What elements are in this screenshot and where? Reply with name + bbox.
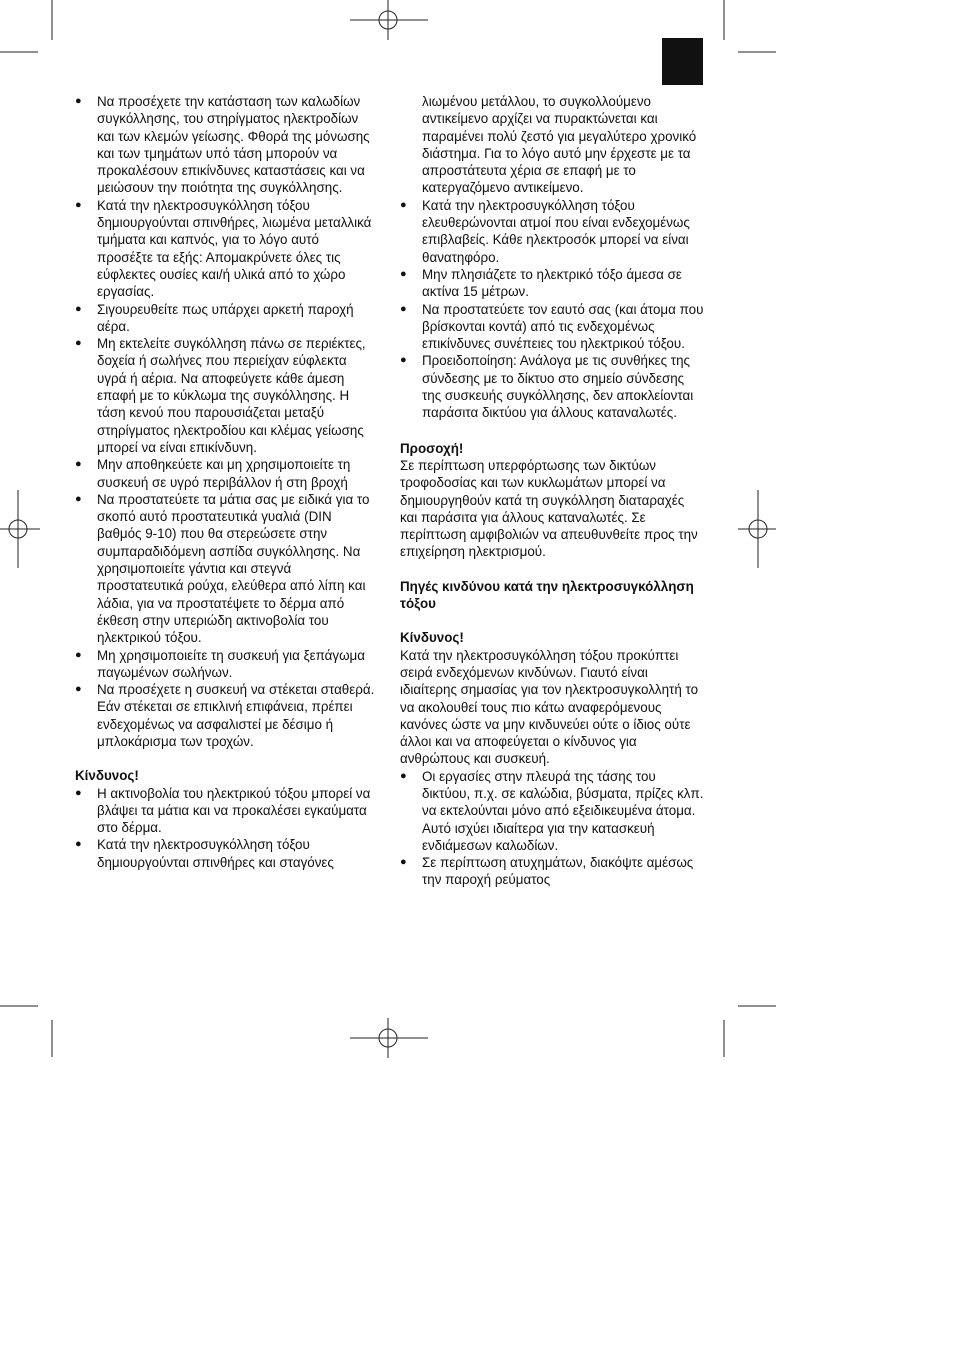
list-item [75,647,375,682]
bullet-icon: ● [400,302,407,315]
list-item [75,93,375,197]
list-item-text: Κατά την ηλεκτροσυγκόλληση τόξου ελευθερώνονται ατμοί που είναι ενδεχομένως επιβλαβείς. Κάθε ηλεκτροσόκ μπορεί να είναι θανατηφόρο. [422,197,690,265]
bullet-icon: ● [400,769,407,782]
list-item-text: Να προσέχετε την κατάσταση των καλωδίων συγκόλλησης, του στηρίγματος ηλεκτροδίων και των κλεμών γείωσης. Φθορά της μόνωσης και των τμημάτων υπό τάση μπορούν να προκαλέσουν επικίνδυνες καταστάσεις και να μειώσουν την ποιότητα της συγκόλλησης. [97,94,370,196]
list-item [400,197,704,266]
danger-text: Κατά την ηλεκτροσυγκόλληση τόξου προκύπτει σειρά ενδεχόμενων κινδύνων. Γιαυτό είναι ιδιαίτερης σημασίας για τον ηλεκτροσυγκολλητή το να ακολουθεί τους πιο κάτω αναφερόμενους κανόνες ώστε να μην κινδυνεύει ούτε ο ίδιος ούτε άλλοι και να αποφεύγεται ο κίνδυνος για ανθρώπους και συσκευή. [400,647,699,767]
list-item [75,836,375,871]
right-column [400,93,704,889]
bullet-icon: ● [75,95,82,107]
bullet-icon: ● [75,492,82,505]
caution-heading: Προσοχή! [400,440,464,456]
list-item [75,785,375,837]
bullet-icon: ● [75,683,82,696]
caution-text: Σε περίπτωση υπερφόρτωσης των δικτύων τροφοδοσίας και των κυκλωμάτων μπορεί να δημιουργηθούν κατά τη συγκόλληση διαταραχές και παράσιτα για άλλους καταναλωτές. Σε περίπτωση αμφιβολιών να απευθυνθείτε προς την επιχείρηση ηλεκτρισμού. [400,457,698,560]
list-item-text: Κατά την ηλεκτροσυγκόλληση τόξου δημιουργούνται σπινθήρες, λιωμένα μεταλλικά τμήματα και καπνός, για το λόγο αυτό προσέξτε τα εξής: Απομακρύνετε όλες τις εύφλεκτες ουσίες και/ή υλικά από το χώρο εργασίας. [97,197,372,300]
list-item [400,768,704,854]
list-item [400,352,704,421]
list-item-text: Να προστατεύετε τον εαυτό σας (και άτομα που βρίσκονται κοντά) από τις ενδεχομένως επικίνδυνες συνέπειες του ηλεκτρικού τόξου. [422,301,704,352]
bullet-icon: ● [75,838,82,851]
list-item-text: Μην αποθηκεύετε και μη χρησιμοποιείτε τη συσκευή σε υγρό περιβάλλον ή στη βροχή [97,457,351,490]
list-item [75,491,375,647]
list-item-text: Σε περίπτωση ατυχημάτων, διακόψτε αμέσως την παροχή ρεύματος [422,855,694,888]
list-item-text: Να προσέχετε η συσκευή να στέκεται σταθερά. Εάν στέκεται σε επικλινή επιφάνεια, πρέπει ενδεχομένως να ασφαλιστεί με δέσιμο ή μπλοκάρισμα των τροχών. [97,682,375,749]
list-item-text: Προειδοποίηση: Ανάλογα με τις συνθήκες της σύνδεσης με το δίκτυο στο σημείο σύνδεσης της συσκευής συγκόλλησης, δεν αποκλείονται παράσιτα δικτύου για άλλους καταναλωτές. [422,353,694,421]
list-item-text: Οι εργασίες στην πλευρά της τάσης του δικτύου, π.χ. σε καλώδια, βύσματα, πρίζες κλπ. να εκτελούνται μόνο από εξειδικευμένα άτομα. Αυτό ισχύει ιδιαίτερα για την κατασκευή ενδιάμεσων καλωδίων. [422,768,704,853]
list-item [400,854,704,889]
list-item-text: Να προστατεύετε τα μάτια σας με ειδικά για το σκοπό αυτό προστατευτικά γυαλιά (DIN βαθμός 9-10) που θα στερεώσετε στην συμπαραδιδόμενη ασπίδα συγκόλλησης. Να χρησιμοποιείτε γάντια και στεγνά προστατευτικά ρούχα, ελεύθερα από λίπη και λάδια, για να προστατέψετε το δέρμα από έκθεση στην υπεριώδη ακτινοβολία του ηλεκτρικού τόξου. [97,491,370,646]
danger-heading: Κίνδυνος! [75,768,139,784]
bullet-icon: ● [75,198,82,211]
list-item-text: Σιγουρευθείτε πως υπάρχει αρκετή παροχή αέρα. [97,301,354,334]
left-column [75,93,375,871]
list-item-text: Κατά την ηλεκτροσυγκόλληση τόξου δημιουργούνται σπινθήρες και σταγόνες [97,837,334,870]
list-item [400,266,704,301]
section-tab-marker [662,38,703,85]
list-item-text: Μην πλησιάζετε το ηλεκτρικό τόξο άμεσα σε ακτίνα 15 μέτρων. [422,266,682,300]
list-item-text: Μη χρησιμοποιείτε τη συσκευή για ξεπάγωμα παγωμένων σωλήνων. [97,647,365,680]
list-item [75,197,375,301]
hazard-sources-heading: Πηγές κινδύνου κατά την ηλεκτροσυγκόλληση τόξου [400,578,694,612]
list-item-text: Η ακτινοβολία του ηλεκτρικού τόξου μπορεί να βλάψει τα μάτια και να προκαλέσει εγκαύματα στο δέρμα. [97,785,371,836]
danger-heading: Κίνδυνος! [400,630,464,646]
bullet-icon: ● [400,267,407,280]
bullet-icon: ● [75,648,82,661]
bullet-icon: ● [75,786,82,799]
bullet-icon: ● [75,302,82,315]
list-item [75,681,375,750]
bullet-icon: ● [75,458,82,471]
list-item [75,301,375,336]
bullet-icon: ● [75,337,82,350]
bullet-icon: ● [400,856,407,869]
continued-item-text: λιωμένου μετάλλου, το συγκολλούμενο αντικείμενο αρχίζει να πυρακτώνεται και παραμένει πολύ ζεστό για μεγαλύτερο χρονικό διάστημα. Για το λόγο αυτό μην έρχεστε με τα απροστάτευτα χέρια σε επαφή με το κατεργαζόμενο αντικείμενο. [422,94,697,196]
list-item [400,301,704,353]
list-item-text: Μη εκτελείτε συγκόλληση πάνω σε περιέκτες, δοχεία ή σωλήνες που περιείχαν εύφλεκτα υγρά ή αέρια. Να αποφεύγετε κάθε άμεση επαφή με το κύκλωμα της συγκόλλησης. Η τάση κενού που παρουσιάζεται μεταξύ στηρίγματος ηλεκτροδίου και κλέμας γείωσης μπορεί να είναι επικίνδυνη. [97,336,366,455]
list-item [75,456,375,491]
bullet-icon: ● [400,198,407,211]
list-item [75,335,375,456]
bullet-icon: ● [400,354,407,367]
